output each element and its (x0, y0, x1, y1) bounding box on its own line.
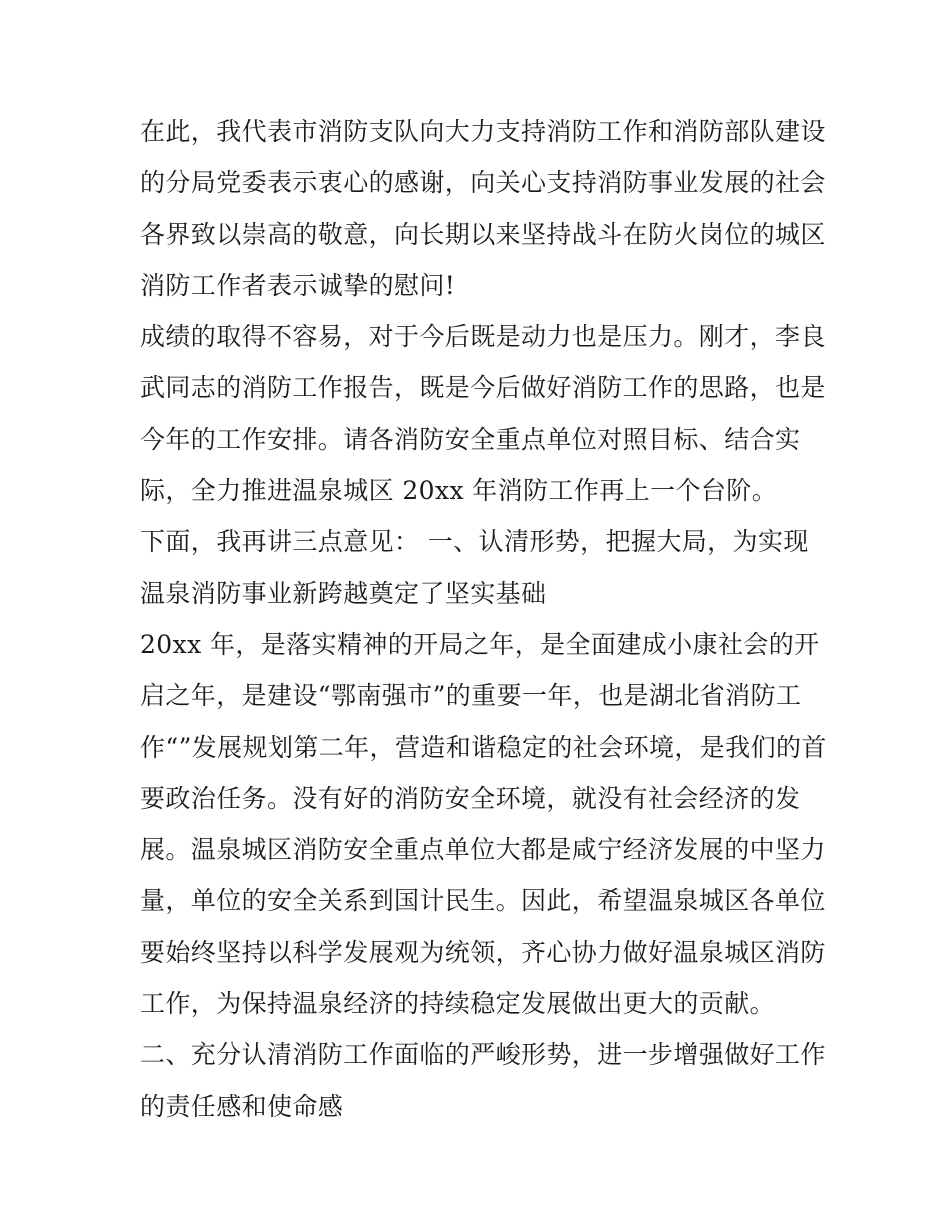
text-line: 要政治任务。没有好的消防安全环境，就没有社会经济的发 (140, 783, 801, 813)
text-line: 下面，我再讲三点意见： 一、认清形势，把握大局，为实现 (140, 527, 809, 557)
text-line: 消防工作者表示诚挚的慰问! (140, 270, 456, 300)
paragraph (140, 619, 827, 1029)
text-line: 各界致以崇高的敬意，向长期以来坚持战斗在防火岗位的城区 (140, 219, 826, 249)
document-body (140, 106, 827, 1132)
paragraph (140, 516, 820, 619)
text-line: 际，全力推进温泉城区 20xx 年消防工作再上一个台阶。 (140, 476, 778, 506)
text-line: 作“”发展规划第二年，营造和谐稳定的社会环境，是我们的首 (140, 732, 827, 762)
text-line: 在此，我代表市消防支队向大力支持消防工作和消防部队建设 (140, 117, 826, 146)
text-line: 武同志的消防工作报告，既是今后做好消防工作的思路，也是 (140, 373, 826, 403)
text-line: 工作，为保持温泉经济的持续稳定发展做出更大的贡献。 (140, 989, 776, 1019)
text-line: 启之年，是建设“鄂南强市”的重要一年，也是湖北省消防工 (140, 681, 802, 711)
text-line: 温泉消防事业新跨越奠定了坚实基础 (140, 578, 547, 608)
text-line: 二、充分认清消防工作面临的严峻形势，进一步增强做好工作 (140, 1040, 826, 1070)
text-line: 展。温泉城区消防安全重点单位大都是咸宁经济发展的中坚力 (140, 835, 826, 865)
text-line: 今年的工作安排。请各消防安全重点单位对照目标、结合实 (140, 424, 801, 454)
text-line: 20xx 年，是落实精神的开局之年，是全面建成小康社会的开 (140, 629, 820, 659)
text-line: 量，单位的安全关系到国计民生。因此，希望温泉城区各单位 (140, 886, 826, 916)
paragraph (140, 1029, 826, 1132)
text-line: 的责任感和使命感 (140, 1091, 344, 1121)
text-line: 要始终坚持以科学发展观为统领，齐心协力做好温泉城区消防 (140, 937, 826, 967)
paragraph (140, 106, 826, 311)
paragraph (140, 311, 826, 516)
text-line: 的分局党委表示衷心的感谢，向关心支持消防事业发展的社会 (140, 168, 826, 198)
text-line: 成绩的取得不容易，对于今后既是动力也是压力。刚才，李良 (140, 322, 826, 352)
